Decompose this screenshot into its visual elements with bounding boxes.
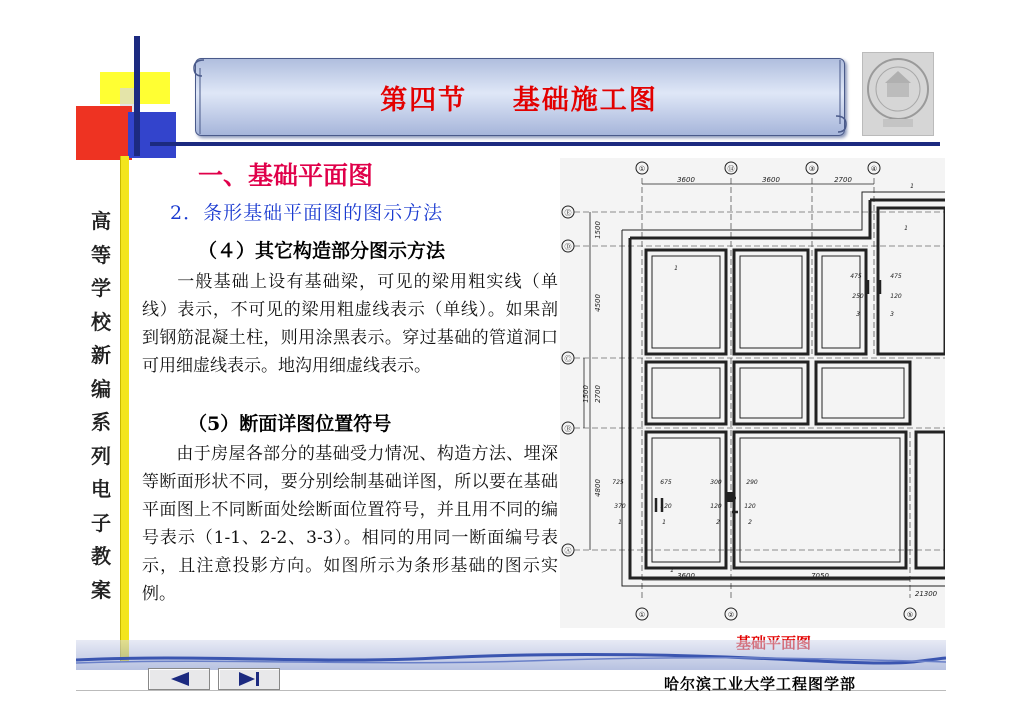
detail-label: 475 <box>890 273 902 280</box>
detail-label: 475 <box>850 273 862 280</box>
dimension-label: 3600 <box>762 176 780 184</box>
concrete-column <box>725 492 735 502</box>
dimension-label: 1500 <box>594 221 602 239</box>
axis-label: Ⓓ <box>564 243 572 251</box>
triangle-left-icon <box>149 669 209 689</box>
dimension-label: 4500 <box>594 294 602 312</box>
deco-yellow-bar <box>120 156 129 661</box>
page-title: 第四节 基础施工图 <box>380 85 658 116</box>
axis-label: ④ <box>870 165 878 173</box>
detail-label: 675 <box>660 479 672 486</box>
dimension-label: 3600 <box>677 176 695 184</box>
axis-label: Ⓐ <box>564 547 572 555</box>
axis-label: ① <box>638 165 646 173</box>
axis-label: ⑭ <box>727 165 735 173</box>
detail-label: 300 <box>710 479 722 486</box>
dimension-label: 2700 <box>834 176 852 184</box>
axis-label: ③ <box>808 165 816 173</box>
paragraph-5-text <box>142 440 558 608</box>
detail-label: 120 <box>710 503 722 510</box>
section-number: 3 <box>856 311 860 318</box>
foundation-plan-drawing <box>560 158 945 628</box>
dimension-label: 3600 <box>677 572 695 580</box>
paragraph-4-heading: （４）其它构造部分图示方法 <box>198 240 446 262</box>
footer-organization: 哈尔滨工业大学工程图学部 <box>664 675 857 693</box>
detail-label: 370 <box>614 503 626 510</box>
section-number: 1 <box>618 519 622 526</box>
detail-label: 290 <box>746 479 758 486</box>
next-slide-button[interactable] <box>218 668 280 690</box>
detail-label: 250 <box>852 293 864 300</box>
section-number: 1 <box>910 183 914 190</box>
section-number: 1 <box>904 225 908 232</box>
section-number: 2 <box>748 519 752 526</box>
dimension-label: 2700 <box>594 385 602 403</box>
paragraph-5-body: 由于房屋各部分的基础受力情况、构造方法、埋深等断面形状不同，要分别绘制基础详图，所以要在基础平面图上不同断面处绘断面位置符号，并且用不同的编号表示（1-1、2-2、3-3）。相同的用同一断面编号表示，且注意投影方向。如图所示为条形基础的图示实例。 <box>142 444 558 604</box>
detail-label: 725 <box>612 479 624 486</box>
detail-label: 120 <box>660 503 672 510</box>
paragraph-4-body: 一般基础上设有基础梁，可见的梁用粗实线（单线）表示，不可见的梁用粗虚线表示（单线）。如果剖到钢筋混凝土柱，则用涂黑表示。穿过基础的管道洞口可用细虚线表示。地沟用细虚线表示。 <box>142 272 558 376</box>
header-divider <box>150 142 940 146</box>
detail-label: 120 <box>890 293 902 300</box>
deco-blue-line <box>134 36 140 156</box>
emblem-icon <box>863 53 933 135</box>
plan-svg <box>560 158 945 628</box>
paragraph-4-text <box>142 268 558 380</box>
section-number: 1 <box>670 567 674 574</box>
section-number: 1 <box>674 265 678 272</box>
dimension-label: 1500 <box>582 385 590 403</box>
university-emblem <box>862 52 934 136</box>
axis-label: Ⓑ <box>564 425 572 433</box>
detail-label: 120 <box>744 503 756 510</box>
subsection-heading: 2．条形基础平面图的图示方法 <box>170 202 444 224</box>
section-number: 2 <box>716 519 720 526</box>
axis-label: ② <box>727 611 735 619</box>
dimension-label: 21300 <box>914 590 938 598</box>
section-heading: 一、基础平面图 <box>198 161 374 190</box>
deco-red-block <box>76 106 132 160</box>
section-number: 1 <box>662 519 666 526</box>
section-number: 3 <box>890 311 894 318</box>
dimension-label: 4800 <box>594 479 602 497</box>
axis-label: Ⓒ <box>564 355 572 363</box>
footer-wave <box>76 652 946 666</box>
dimension-label: 7050 <box>811 572 829 580</box>
previous-slide-button[interactable] <box>148 668 210 690</box>
axis-label: ① <box>638 611 646 619</box>
paragraph-5-heading: （5）断面详图位置符号 <box>188 413 392 435</box>
play-end-icon <box>219 669 279 689</box>
axis-label: Ⓔ <box>564 209 572 217</box>
side-series-label: 高等学校新编系列电子教案 <box>91 209 111 602</box>
axis-label: ⑤ <box>906 611 914 619</box>
